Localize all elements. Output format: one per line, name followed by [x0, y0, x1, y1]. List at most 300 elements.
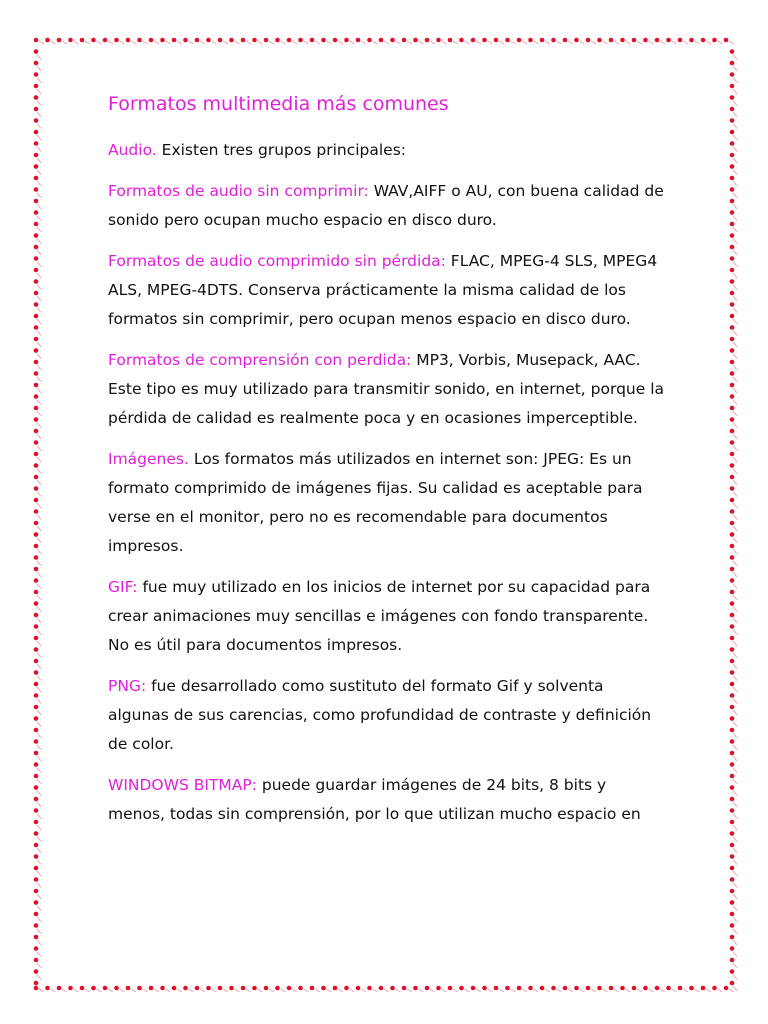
- border-dash: [37, 112, 41, 117]
- border-dot: [34, 452, 39, 457]
- border-dash: [37, 331, 41, 336]
- border-dot: [730, 84, 735, 89]
- border-dot: [528, 986, 533, 991]
- border-dash: [37, 239, 41, 244]
- border-dash: [235, 989, 240, 992]
- border-dash: [591, 989, 596, 992]
- border-dash: [733, 595, 737, 600]
- border-dot: [730, 268, 735, 273]
- border-dot: [730, 889, 735, 894]
- border-dash: [37, 515, 41, 520]
- border-dot: [34, 762, 39, 767]
- border-dash: [235, 41, 240, 44]
- border-dot: [34, 429, 39, 434]
- border-dot: [730, 797, 735, 802]
- border-dot: [34, 624, 39, 629]
- border-dot: [730, 440, 735, 445]
- border-dot: [91, 38, 96, 43]
- border-dot: [34, 463, 39, 468]
- border-dash: [37, 722, 41, 727]
- border-dot: [34, 785, 39, 790]
- border-dot: [229, 986, 234, 991]
- border-dot: [436, 38, 441, 43]
- border-dash: [269, 41, 274, 44]
- border-dot: [574, 986, 579, 991]
- border-dash: [37, 676, 41, 681]
- border-dash: [729, 989, 734, 992]
- border-dash: [37, 308, 41, 313]
- border-dot: [730, 705, 735, 710]
- border-dot: [137, 986, 142, 991]
- border-dot: [730, 371, 735, 376]
- border-dash: [580, 989, 585, 992]
- border-dot: [34, 256, 39, 261]
- paragraph-text: fue muy utilizado en los inicios de internet por su capacidad para crear animaciones muy sencillas e imágenes con fondo transparente. No es útil para documentos impresos.: [108, 578, 651, 654]
- border-dash: [189, 41, 194, 44]
- border-dot: [183, 38, 188, 43]
- border-dot: [310, 38, 315, 43]
- border-dash: [733, 768, 737, 773]
- border-dash: [733, 503, 737, 508]
- border-dot: [252, 38, 257, 43]
- border-dash: [430, 41, 435, 44]
- border-dot: [34, 417, 39, 422]
- border-dot: [34, 981, 39, 986]
- border-dot: [730, 118, 735, 123]
- border-dot: [390, 986, 395, 991]
- border-dot: [34, 532, 39, 537]
- border-dash: [37, 147, 41, 152]
- border-dash: [733, 480, 737, 485]
- border-dot: [730, 670, 735, 675]
- border-dot: [252, 986, 257, 991]
- border-dot: [730, 751, 735, 756]
- border-dash: [37, 952, 41, 957]
- border-dash: [223, 41, 228, 44]
- border-dot: [730, 958, 735, 963]
- border-dash: [37, 837, 41, 842]
- border-dash: [733, 377, 737, 382]
- border-dash: [37, 860, 41, 865]
- border-dot: [730, 429, 735, 434]
- border-dash: [733, 883, 737, 888]
- border-dot: [34, 279, 39, 284]
- border-dot: [34, 935, 39, 940]
- border-dot: [160, 986, 165, 991]
- border-dash: [733, 664, 737, 669]
- border-dash: [476, 41, 481, 44]
- border-dash: [649, 989, 654, 992]
- border-dot: [730, 417, 735, 422]
- border-dash: [37, 377, 41, 382]
- border-dot: [34, 590, 39, 595]
- border-dash: [37, 457, 41, 462]
- border-dash: [37, 745, 41, 750]
- border-dash: [37, 906, 41, 911]
- border-dash: [37, 319, 41, 324]
- border-dot: [730, 394, 735, 399]
- border-dot: [34, 498, 39, 503]
- border-dash: [200, 989, 205, 992]
- border-dash: [733, 135, 737, 140]
- border-dot: [689, 986, 694, 991]
- border-dot: [730, 199, 735, 204]
- border-dash: [733, 906, 737, 911]
- border-dash: [350, 989, 355, 992]
- border-dot: [730, 877, 735, 882]
- border-dash: [281, 41, 286, 44]
- border-dot: [160, 38, 165, 43]
- border-dot: [229, 38, 234, 43]
- border-dot: [34, 682, 39, 687]
- border-dash: [37, 756, 41, 761]
- border-dot: [402, 38, 407, 43]
- border-dot: [34, 49, 39, 54]
- border-dash: [733, 871, 737, 876]
- border-dot: [298, 38, 303, 43]
- border-dash: [718, 989, 723, 992]
- border-dot: [114, 38, 119, 43]
- border-dash: [603, 989, 608, 992]
- border-dash: [488, 989, 493, 992]
- border-dot: [730, 912, 735, 917]
- border-dot: [730, 509, 735, 514]
- border-dash: [733, 733, 737, 738]
- border-dot: [183, 986, 188, 991]
- border-dot: [597, 38, 602, 43]
- border-dot: [425, 38, 430, 43]
- border-dot: [678, 986, 683, 991]
- border-dash: [361, 41, 366, 44]
- border-dash: [166, 41, 171, 44]
- border-dash: [37, 940, 41, 945]
- paragraph-text: WAV,AIFF o AU, con buena calidad de sonido pero ocupan mucho espacio en disco duro.: [108, 182, 664, 229]
- border-dash: [304, 989, 309, 992]
- border-dot: [730, 498, 735, 503]
- border-dot: [730, 486, 735, 491]
- border-dash: [733, 388, 737, 393]
- border-dash: [37, 825, 41, 830]
- border-dash: [733, 848, 737, 853]
- border-dash: [733, 940, 737, 945]
- border-dash: [37, 975, 41, 980]
- border-dot: [34, 578, 39, 583]
- border-dot: [730, 762, 735, 767]
- border-dash: [683, 989, 688, 992]
- border-dash: [37, 216, 41, 221]
- border-dash: [626, 41, 631, 44]
- border-dash: [733, 549, 737, 554]
- border-dash: [37, 641, 41, 646]
- border-dot: [413, 986, 418, 991]
- border-dot: [586, 986, 591, 991]
- border-dot: [730, 785, 735, 790]
- border-dash: [729, 41, 734, 44]
- border-dash: [37, 929, 41, 934]
- border-dash: [733, 457, 737, 462]
- border-dot: [80, 38, 85, 43]
- border-dash: [534, 989, 539, 992]
- border-dot: [620, 986, 625, 991]
- border-dash: [37, 250, 41, 255]
- border-dot: [730, 130, 735, 135]
- border-dash: [733, 561, 737, 566]
- border-dot: [609, 38, 614, 43]
- border-dot: [264, 38, 269, 43]
- border-dot: [730, 49, 735, 54]
- border-dot: [730, 774, 735, 779]
- paragraph-label: Audio.: [108, 141, 157, 159]
- border-dot: [730, 693, 735, 698]
- border-dot: [678, 38, 683, 43]
- border-dot: [730, 946, 735, 951]
- border-dash: [37, 446, 41, 451]
- border-dot: [701, 38, 706, 43]
- border-dash: [733, 676, 737, 681]
- border-dot: [45, 986, 50, 991]
- border-dot: [34, 187, 39, 192]
- border-dot: [34, 843, 39, 848]
- paragraph-label: WINDOWS BITMAP:: [108, 776, 257, 794]
- border-dot: [57, 38, 62, 43]
- border-dot: [528, 38, 533, 43]
- border-dash: [74, 41, 79, 44]
- border-dot: [103, 986, 108, 991]
- border-dash: [733, 699, 737, 704]
- border-dot: [712, 38, 717, 43]
- border-dash: [37, 365, 41, 370]
- paragraph-label: GIF:: [108, 578, 138, 596]
- border-dash: [37, 653, 41, 658]
- border-dot: [34, 739, 39, 744]
- border-dash: [384, 41, 389, 44]
- border-dash: [706, 989, 711, 992]
- border-dash: [143, 989, 148, 992]
- border-dash: [511, 989, 516, 992]
- border-dash: [37, 699, 41, 704]
- border-dash: [733, 55, 737, 60]
- border-dot: [34, 337, 39, 342]
- border-dot: [195, 986, 200, 991]
- border-dot: [730, 682, 735, 687]
- border-dot: [34, 95, 39, 100]
- border-dot: [379, 38, 384, 43]
- border-dot: [448, 38, 453, 43]
- border-dot: [298, 986, 303, 991]
- border-dot: [620, 38, 625, 43]
- paragraph-text: FLAC, MPEG-4 SLS, MPEG4 ALS, MPEG-4DTS. Conserva prácticamente la misma calidad de los formatos sin comprimir, pero ocupan menos espacio en disco duro.: [108, 252, 658, 328]
- border-dash: [97, 989, 102, 992]
- border-dot: [730, 222, 735, 227]
- document-title: Formatos multimedia más comunes: [108, 93, 449, 115]
- border-dash: [465, 989, 470, 992]
- border-dot: [333, 986, 338, 991]
- border-dash: [223, 989, 228, 992]
- border-dash: [37, 388, 41, 393]
- border-dash: [733, 170, 737, 175]
- border-dash: [37, 814, 41, 819]
- border-dash: [733, 837, 737, 842]
- border-dash: [672, 41, 677, 44]
- border-dash: [614, 989, 619, 992]
- border-dot: [730, 245, 735, 250]
- border-dot: [730, 624, 735, 629]
- border-dash: [733, 193, 737, 198]
- border-dot: [730, 72, 735, 77]
- border-dash: [37, 561, 41, 566]
- border-dash: [37, 630, 41, 635]
- border-dash: [37, 963, 41, 968]
- border-dash: [120, 989, 125, 992]
- border-dash: [37, 469, 41, 474]
- border-dash: [108, 989, 113, 992]
- border-dot: [666, 986, 671, 991]
- paragraph-label: Formatos de comprensión con perdida:: [108, 351, 412, 369]
- border-dash: [281, 989, 286, 992]
- border-dot: [730, 613, 735, 618]
- border-dash: [626, 989, 631, 992]
- border-dot: [149, 38, 154, 43]
- border-dash: [522, 989, 527, 992]
- border-dot: [34, 176, 39, 181]
- border-dot: [730, 739, 735, 744]
- border-dash: [733, 204, 737, 209]
- border-dash: [637, 989, 642, 992]
- border-dash: [522, 41, 527, 44]
- border-dash: [212, 41, 217, 44]
- border-dash: [733, 285, 737, 290]
- border-dash: [51, 41, 56, 44]
- border-dash: [97, 41, 102, 44]
- border-dash: [200, 41, 205, 44]
- border-dash: [37, 135, 41, 140]
- border-dash: [37, 66, 41, 71]
- border-dash: [292, 989, 297, 992]
- border-dot: [172, 38, 177, 43]
- border-dash: [733, 929, 737, 934]
- border-dot: [730, 383, 735, 388]
- border-dash: [733, 112, 737, 117]
- border-dot: [34, 314, 39, 319]
- border-dot: [540, 38, 545, 43]
- border-dot: [666, 38, 671, 43]
- border-dot: [730, 981, 735, 986]
- border-dot: [494, 38, 499, 43]
- border-dash: [37, 193, 41, 198]
- border-dot: [34, 360, 39, 365]
- border-dash: [733, 756, 737, 761]
- border-dot: [730, 866, 735, 871]
- paragraph-label: Formatos de audio sin comprimir:: [108, 182, 369, 200]
- border-dot: [597, 986, 602, 991]
- paragraph-text: Los formatos más utilizados en internet son: JPEG: Es un formato comprimido de imágenes fijas. Su calidad es aceptable para verse en el monitor, pero no es recomendable para documentos impresos.: [108, 450, 643, 555]
- paragraph-gif: [108, 573, 668, 660]
- border-dot: [34, 371, 39, 376]
- border-dot: [730, 521, 735, 526]
- border-dash: [534, 41, 539, 44]
- border-dash: [683, 41, 688, 44]
- border-dash: [131, 41, 136, 44]
- border-dash: [733, 423, 737, 428]
- border-dot: [689, 38, 694, 43]
- border-dash: [37, 285, 41, 290]
- border-dash: [37, 664, 41, 669]
- border-dash: [591, 41, 596, 44]
- border-dot: [730, 544, 735, 549]
- border-dash: [733, 653, 737, 658]
- border-dash: [246, 989, 251, 992]
- border-dash: [350, 41, 355, 44]
- border-dash: [442, 989, 447, 992]
- border-dot: [57, 986, 62, 991]
- border-dash: [189, 989, 194, 992]
- border-dash: [614, 41, 619, 44]
- border-dash: [74, 989, 79, 992]
- border-dot: [34, 647, 39, 652]
- border-dot: [730, 302, 735, 307]
- border-dot: [321, 986, 326, 991]
- border-dot: [34, 268, 39, 273]
- border-dot: [643, 986, 648, 991]
- border-dot: [724, 38, 729, 43]
- border-dash: [545, 41, 550, 44]
- border-dash: [660, 41, 665, 44]
- border-dash: [37, 411, 41, 416]
- border-dot: [609, 986, 614, 991]
- border-dash: [706, 41, 711, 44]
- border-dash: [465, 41, 470, 44]
- paragraph-label: PNG:: [108, 677, 147, 695]
- border-dot: [471, 986, 476, 991]
- border-dot: [264, 986, 269, 991]
- border-dash: [37, 262, 41, 267]
- border-dash: [37, 791, 41, 796]
- border-dot: [730, 61, 735, 66]
- border-dash: [733, 710, 737, 715]
- border-dash: [733, 687, 737, 692]
- border-dot: [34, 84, 39, 89]
- paragraph-audio: [108, 136, 668, 165]
- border-dash: [718, 41, 723, 44]
- border-dash: [733, 331, 737, 336]
- border-dash: [37, 78, 41, 83]
- border-dot: [730, 256, 735, 261]
- border-dash: [37, 170, 41, 175]
- border-dash: [499, 41, 504, 44]
- border-dash: [733, 894, 737, 899]
- border-dash: [154, 989, 159, 992]
- border-dash: [37, 687, 41, 692]
- border-dash: [131, 989, 136, 992]
- border-dash: [39, 41, 44, 44]
- border-dot: [34, 141, 39, 146]
- border-dot: [586, 38, 591, 43]
- border-dot: [344, 986, 349, 991]
- border-dot: [34, 245, 39, 250]
- border-dash: [407, 989, 412, 992]
- border-dot: [149, 986, 154, 991]
- border-dash: [733, 492, 737, 497]
- border-dot: [425, 986, 430, 991]
- border-dot: [712, 986, 717, 991]
- border-dash: [37, 158, 41, 163]
- border-dot: [459, 986, 464, 991]
- border-dash: [660, 989, 665, 992]
- border-dash: [733, 411, 737, 416]
- border-dash: [327, 41, 332, 44]
- border-dash: [733, 917, 737, 922]
- border-dot: [34, 820, 39, 825]
